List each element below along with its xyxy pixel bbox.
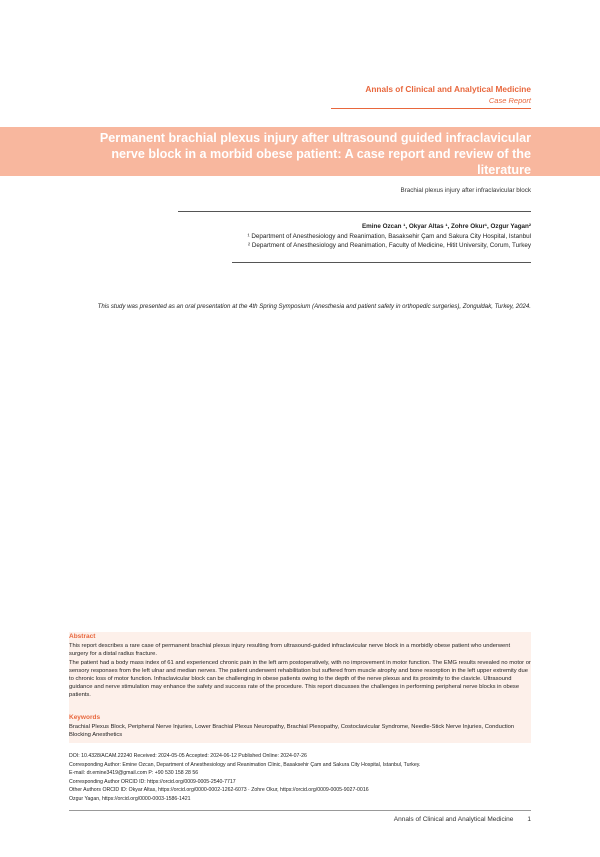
affiliation-2: ² Department of Anesthesiology and Reanimation, Faculty of Medicine, Hitit University, Corum, Turkey (247, 242, 531, 249)
page-footer (394, 816, 531, 823)
abstract-heading: Abstract (69, 633, 96, 640)
title-band (0, 127, 600, 176)
abstract-paragraph-1: This report describes a rare case of permanent brachial plexus injury resulting from ultrasound-guided infraclavicular nerve block in a morbidly obese patient who underwent surgery for a distal radius fracture. (69, 643, 511, 658)
abstract-paragraph-2: The patient had a body mass index of 61 and experienced chronic pain in the left arm postoperatively, with no improvement in motor function. The EMG results revealed no motor or sensory responses from the left ulnar and median nerves. The patient underwent rehabilitation but suffered from muscle atrophy and bone resorption in the left upper extremity due to chronic loss of motor function. Infraclavicular block can be challenging in obese patients owing to the depth of the nerve plexus and its proximity to the clavicle. Ultrasound guidance and nerve stimulation may enhance the safety and success rate of the procedure. This report discusses the challenges in performing peripheral nerve blocks in obese patients. (69, 660, 531, 699)
author-names: Emine Ozcan ¹, Okyar Altas ¹, Zohre Okur¹, Ozgur Yagan² (361, 223, 531, 230)
authors-divider-bottom (232, 262, 531, 263)
meta-corresponding-author: Corresponding Author: Emine Ozcan, Department of Anesthesiology and Reanimation Clinic, Basaksehir Çam and Sakura City Hospital, Istanbul, Turkey. (69, 761, 421, 768)
article-title: Permanent brachial plexus injury after ultrasound guided infraclavicular nerve block in a morbid obese patient: A case report and review of the literature (99, 131, 531, 176)
meta-contact: E-mail: dr.emine3419@gmail.com P: +90 530 158 28 56 (69, 770, 199, 777)
authors-divider-top (178, 211, 531, 212)
meta-corresponding-orcid: Corresponding Author ORCID ID: https://orcid.org/0009-0005-2540-7717 (69, 778, 236, 785)
header-divider (331, 108, 531, 109)
presentation-note: This study was presented as an oral presentation at the 4th Spring Symposium (Anesthesia and patient safety in orthopedic surgeries), Zonguldak, Turkey, 2024. (97, 303, 531, 310)
affiliation-1: ¹ Department of Anesthesiology and Reanimation, Basaksehir Çam and Sakura City Hospital, Istanbul (247, 232, 531, 240)
keywords-heading: Keywords (69, 714, 101, 721)
article-type: Case Report (488, 96, 531, 105)
meta-other-orcid: Other Authors ORCID ID: Okyar Altas, https://orcid.org/0000-0002-1262-6073 · Zohre Okur, https://orcid.org/0009-0005-9027-0016 (69, 787, 369, 794)
journal-header (365, 84, 531, 105)
article-meta (69, 752, 531, 804)
keywords-text: Brachial Plexus Block, Peripheral Nerve Injuries, Lower Brachial Plexus Neuropathy, Brachial Plexopathy, Costoclavicular Syndrome, Needle-Stick Nerve Injuries, Conduction Blocking Anesthetics (69, 724, 515, 739)
author-block (247, 222, 531, 251)
running-title: Brachial plexus injury after infraclavicular block (400, 187, 531, 194)
footer-journal-name: Annals of Clinical and Analytical Medicine (393, 816, 514, 823)
journal-name: Annals of Clinical and Analytical Medicine (365, 84, 531, 94)
footer-divider (69, 810, 531, 811)
meta-other-orcid-2: Ozgur Yagan, https://orcid.org/0000-0003-1586-1421 (69, 795, 191, 802)
meta-doi-dates: DOI: 10.4328/ACAM.22240 Received: 2024-05-05 Accepted: 2024-06-12 Published Online: 2024-07-26 (69, 753, 307, 759)
page-number: 1 (527, 816, 531, 823)
